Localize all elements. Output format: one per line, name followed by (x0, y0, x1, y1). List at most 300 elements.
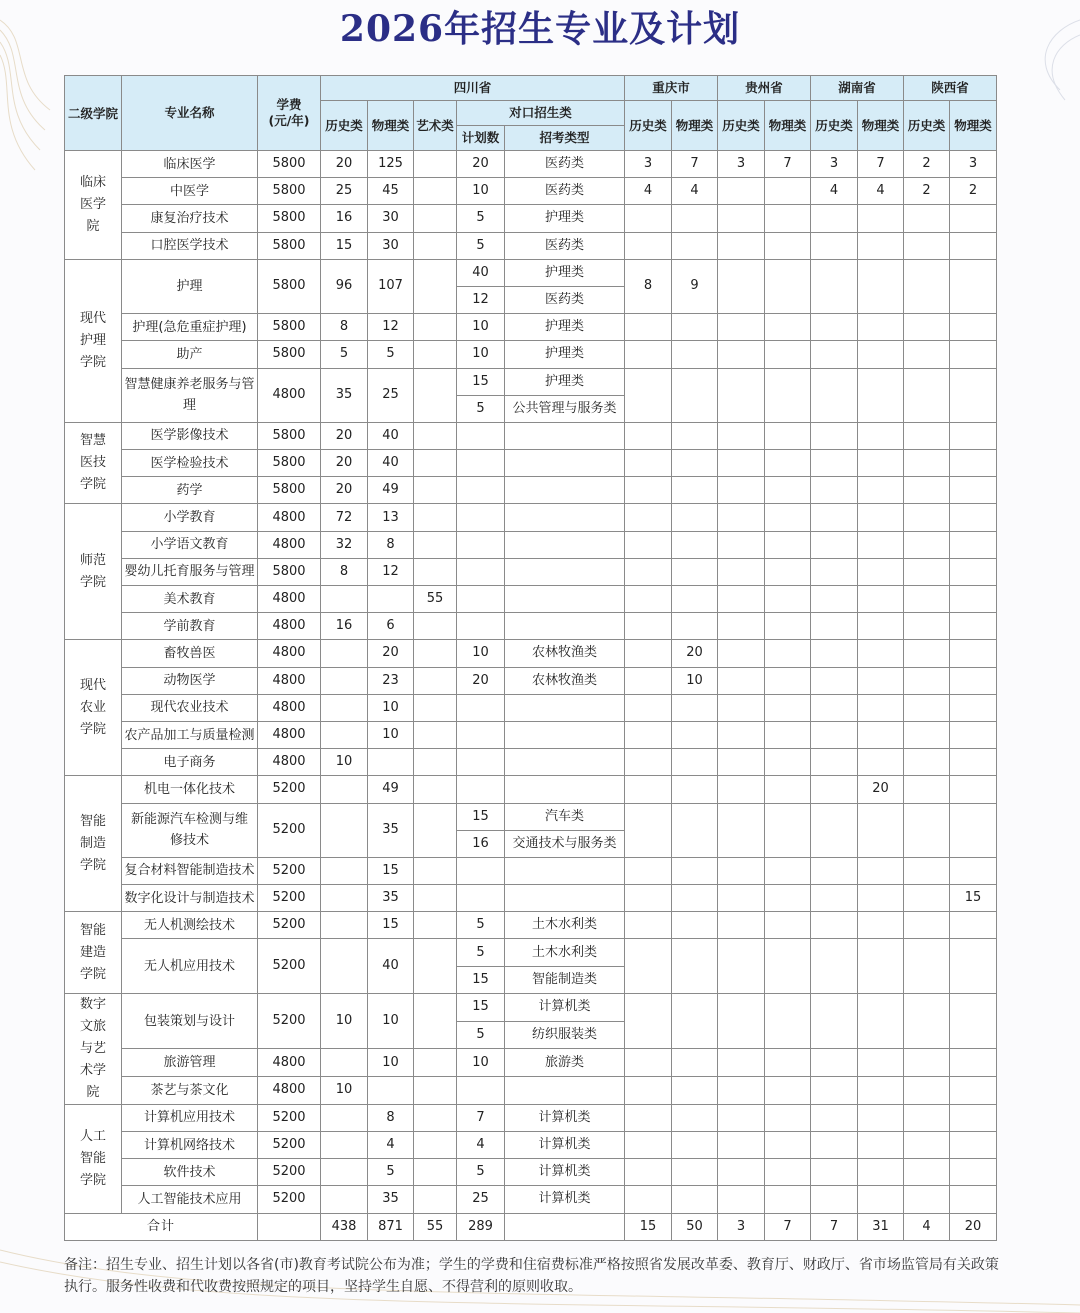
hn-physics-cell (858, 314, 904, 341)
sc-history-cell: 20 (321, 151, 368, 178)
sx-history-cell: 2 (904, 151, 950, 178)
sc-art-cell (414, 885, 457, 912)
sx-physics-cell (950, 721, 997, 748)
plan-count-cell: 10 (457, 640, 505, 667)
gz-physics-cell (765, 1077, 811, 1105)
plan-count-cell (457, 422, 505, 449)
cq-physics-cell (672, 368, 718, 422)
fee-cell: 5800 (258, 314, 321, 341)
sc-physics-cell: 10 (368, 993, 414, 1049)
plan-count-cell: 5 (457, 939, 505, 966)
cq-physics-cell: 20 (672, 640, 718, 667)
exam-type-cell: 护理类 (505, 368, 625, 395)
exam-type-cell (505, 776, 625, 803)
sc-art-cell (414, 422, 457, 449)
major-cell: 小学教育 (122, 504, 258, 531)
major-cell: 电子商务 (122, 749, 258, 776)
major-cell: 动物医学 (122, 667, 258, 694)
sc-history-cell (321, 803, 368, 857)
plan-count-cell: 40 (457, 259, 505, 286)
sc-physics-cell (368, 1077, 414, 1105)
sx-history-cell (904, 912, 950, 939)
sx-physics-cell (950, 1049, 997, 1077)
gz-physics-cell (765, 803, 811, 857)
hn-history-cell (811, 586, 858, 613)
sc-physics-cell: 10 (368, 694, 414, 721)
cq-physics-cell (672, 613, 718, 640)
sc-history-cell (321, 1049, 368, 1077)
sc-physics-cell: 23 (368, 667, 414, 694)
header-sx-history: 历史类 (904, 101, 950, 151)
hn-history-cell: 4 (811, 178, 858, 205)
sx-physics-cell (950, 749, 997, 776)
gz-history-cell (718, 1049, 765, 1077)
exam-type-cell (505, 694, 625, 721)
major-cell: 无人机测绘技术 (122, 912, 258, 939)
exam-type-cell: 护理类 (505, 314, 625, 341)
plan-count-cell (457, 477, 505, 504)
sc-physics-cell: 25 (368, 368, 414, 422)
sc-art-cell (414, 232, 457, 259)
fee-cell: 5200 (258, 1186, 321, 1213)
hn-physics-cell (858, 586, 904, 613)
plan-count-cell (457, 1077, 505, 1105)
table-row (65, 776, 997, 803)
header-major: 专业名称 (122, 76, 258, 151)
hn-history-cell (811, 477, 858, 504)
sx-history-cell (904, 450, 950, 477)
plan-count-cell: 20 (457, 151, 505, 178)
sc-physics-cell: 12 (368, 558, 414, 585)
plan-count-cell: 12 (457, 286, 505, 313)
major-cell: 现代农业技术 (122, 694, 258, 721)
sx-history-cell (904, 1077, 950, 1105)
sc-physics-cell (368, 749, 414, 776)
cq-physics-cell (672, 1077, 718, 1105)
sc-history-cell (321, 776, 368, 803)
gz-history-cell (718, 803, 765, 857)
exam-type-cell: 护理类 (505, 259, 625, 286)
sc-history-cell: 10 (321, 993, 368, 1049)
cq-history-cell (625, 422, 672, 449)
college-cell: 人工智能学院 (65, 1104, 122, 1213)
plan-count-cell: 7 (457, 1104, 505, 1131)
hn-physics-cell (858, 613, 904, 640)
exam-type-cell (505, 749, 625, 776)
sc-history-cell (321, 939, 368, 993)
gz-history-cell (718, 531, 765, 558)
hn-physics-cell (858, 667, 904, 694)
cq-physics-cell (672, 1132, 718, 1159)
header-guizhou: 贵州省 (718, 76, 811, 101)
sx-history-cell (904, 477, 950, 504)
hn-physics-cell (858, 993, 904, 1049)
plan-count-cell (457, 504, 505, 531)
sc-art-cell (414, 912, 457, 939)
major-cell: 包装策划与设计 (122, 993, 258, 1049)
hn-history-cell (811, 368, 858, 422)
plan-count-cell: 25 (457, 1186, 505, 1213)
gz-history-cell (718, 993, 765, 1049)
gz-history-cell (718, 259, 765, 313)
fee-cell: 4800 (258, 694, 321, 721)
major-cell: 计算机应用技术 (122, 1104, 258, 1131)
sx-history-cell (904, 586, 950, 613)
major-cell: 软件技术 (122, 1159, 258, 1186)
sc-physics-cell: 8 (368, 531, 414, 558)
fee-cell: 5800 (258, 259, 321, 313)
header-fee-unit: (元/年) (268, 113, 310, 128)
exam-type-cell: 计算机类 (505, 1132, 625, 1159)
plan-count-cell (457, 694, 505, 721)
exam-type-cell: 医药类 (505, 232, 625, 259)
exam-type-cell: 智能制造类 (505, 966, 625, 993)
sc-history-cell (321, 586, 368, 613)
gz-history-cell (718, 586, 765, 613)
hn-physics-cell (858, 1159, 904, 1186)
hn-physics-cell (858, 1077, 904, 1105)
hn-history-cell (811, 450, 858, 477)
sc-history-cell: 20 (321, 477, 368, 504)
exam-type-cell: 计算机类 (505, 1104, 625, 1131)
table-row (65, 939, 997, 966)
table-row (65, 477, 997, 504)
gz-physics-cell (765, 1186, 811, 1213)
sx-history-cell (904, 667, 950, 694)
college-cell: 师范学院 (65, 504, 122, 640)
table-row (65, 178, 997, 205)
fee-cell: 4800 (258, 504, 321, 531)
sx-physics-cell (950, 640, 997, 667)
sx-physics-cell (950, 504, 997, 531)
fee-cell: 5200 (258, 803, 321, 857)
plan-count-cell: 5 (457, 205, 505, 232)
sc-physics-cell: 35 (368, 803, 414, 857)
plan-count-cell (457, 721, 505, 748)
header-shaanxi: 陕西省 (904, 76, 997, 101)
sc-art-cell (414, 803, 457, 857)
major-cell: 计算机网络技术 (122, 1132, 258, 1159)
enrollment-plan-table (64, 75, 997, 1241)
cq-history-cell (625, 1104, 672, 1131)
fee-cell: 4800 (258, 586, 321, 613)
sc-physics-cell (368, 586, 414, 613)
sc-physics-cell: 8 (368, 1104, 414, 1131)
plan-count-cell (457, 885, 505, 912)
gz-history-cell (718, 721, 765, 748)
exam-type-cell (505, 857, 625, 884)
sc-history-cell (321, 667, 368, 694)
cq-physics-cell (672, 232, 718, 259)
hn-physics-cell: 4 (858, 178, 904, 205)
gz-physics-cell (765, 749, 811, 776)
major-cell: 畜牧兽医 (122, 640, 258, 667)
hn-history-cell (811, 912, 858, 939)
sx-physics-cell (950, 531, 997, 558)
sc-physics-cell: 13 (368, 504, 414, 531)
table-row (65, 613, 997, 640)
cq-history-cell: 4 (625, 178, 672, 205)
sc-physics-cell: 10 (368, 721, 414, 748)
sc-history-cell: 5 (321, 341, 368, 368)
sc-art-cell (414, 558, 457, 585)
cq-physics-cell (672, 504, 718, 531)
cq-physics-cell: 10 (672, 667, 718, 694)
sc-history-cell (321, 857, 368, 884)
total-cell: 31 (858, 1213, 904, 1240)
table-row (65, 993, 997, 1021)
sx-physics-cell (950, 1186, 997, 1213)
hn-history-cell (811, 1077, 858, 1105)
gz-physics-cell (765, 450, 811, 477)
sx-history-cell (904, 1049, 950, 1077)
cq-history-cell (625, 450, 672, 477)
sc-physics-cell: 49 (368, 477, 414, 504)
sx-physics-cell (950, 1159, 997, 1186)
sc-art-cell (414, 1104, 457, 1131)
gz-physics-cell (765, 721, 811, 748)
hn-physics-cell (858, 1186, 904, 1213)
exam-type-cell: 汽车类 (505, 803, 625, 830)
header-fee (258, 76, 321, 151)
cq-history-cell (625, 749, 672, 776)
cq-physics-cell (672, 205, 718, 232)
cq-history-cell: 3 (625, 151, 672, 178)
footnote: 备注：招生专业、招生计划以各省(市)教育考试院公布为准；学生的学费和住宿费标准严格按照省发展改革委、教育厅、财政厅、省市场监管局有关政策执行。服务性收费和代收费按照规定的项目，坚持学生自愿、不得营利的原则收取。 (64, 1257, 999, 1295)
exam-type-cell: 计算机类 (505, 1186, 625, 1213)
sx-history-cell (904, 558, 950, 585)
sc-art-cell: 55 (414, 586, 457, 613)
sc-physics-cell: 30 (368, 232, 414, 259)
fee-cell: 4800 (258, 721, 321, 748)
sx-history-cell (904, 1104, 950, 1131)
hn-history-cell (811, 885, 858, 912)
header-gz-history: 历史类 (718, 101, 765, 151)
exam-type-cell (505, 422, 625, 449)
gz-physics-cell (765, 531, 811, 558)
fee-cell: 5800 (258, 558, 321, 585)
fee-cell: 5200 (258, 1104, 321, 1131)
hn-physics-cell: 7 (858, 151, 904, 178)
table-row (65, 232, 997, 259)
cq-history-cell (625, 857, 672, 884)
sc-history-cell: 72 (321, 504, 368, 531)
exam-type-cell (505, 885, 625, 912)
cq-physics-cell (672, 477, 718, 504)
fee-cell: 5800 (258, 450, 321, 477)
total-cell: 20 (950, 1213, 997, 1240)
cq-physics-cell (672, 586, 718, 613)
major-cell: 无人机应用技术 (122, 939, 258, 993)
major-cell: 旅游管理 (122, 1049, 258, 1077)
sc-art-cell (414, 205, 457, 232)
fee-cell: 5800 (258, 422, 321, 449)
sc-art-cell (414, 1186, 457, 1213)
hn-history-cell (811, 640, 858, 667)
gz-history-cell (718, 749, 765, 776)
hn-history-cell (811, 504, 858, 531)
cq-physics-cell (672, 1159, 718, 1186)
plan-count-cell: 5 (457, 1159, 505, 1186)
gz-physics-cell (765, 586, 811, 613)
sc-history-cell (321, 1104, 368, 1131)
total-cell: 289 (457, 1213, 505, 1240)
sx-physics-cell (950, 259, 997, 313)
college-cell: 现代护理学院 (65, 259, 122, 422)
total-cell (505, 1213, 625, 1240)
sc-art-cell (414, 857, 457, 884)
header-cq-physics: 物理类 (672, 101, 718, 151)
hn-history-cell (811, 667, 858, 694)
gz-history-cell (718, 1186, 765, 1213)
gz-physics-cell (765, 857, 811, 884)
cq-physics-cell (672, 531, 718, 558)
header-sc-physics: 物理类 (368, 101, 414, 151)
sc-art-cell (414, 749, 457, 776)
sc-physics-cell: 125 (368, 151, 414, 178)
gz-physics-cell (765, 667, 811, 694)
gz-history-cell (718, 232, 765, 259)
gz-physics-cell (765, 232, 811, 259)
sx-physics-cell (950, 667, 997, 694)
plan-count-cell (457, 857, 505, 884)
sx-history-cell (904, 749, 950, 776)
plan-count-cell: 20 (457, 667, 505, 694)
cq-physics-cell (672, 885, 718, 912)
plan-count-cell: 5 (457, 912, 505, 939)
cq-physics-cell: 9 (672, 259, 718, 313)
gz-physics-cell (765, 885, 811, 912)
sc-history-cell: 10 (321, 749, 368, 776)
gz-physics-cell (765, 341, 811, 368)
hn-physics-cell (858, 885, 904, 912)
gz-history-cell (718, 640, 765, 667)
table-row (65, 586, 997, 613)
gz-physics-cell: 7 (765, 151, 811, 178)
exam-type-cell (505, 531, 625, 558)
hn-physics-cell (858, 1132, 904, 1159)
sx-history-cell (904, 613, 950, 640)
sx-physics-cell (950, 586, 997, 613)
exam-type-cell (505, 721, 625, 748)
gz-history-cell (718, 314, 765, 341)
sx-history-cell (904, 232, 950, 259)
sc-physics-cell: 20 (368, 640, 414, 667)
plan-count-cell: 10 (457, 178, 505, 205)
gz-history-cell (718, 613, 765, 640)
fee-cell: 5800 (258, 178, 321, 205)
table-row (65, 1104, 997, 1131)
cq-history-cell: 8 (625, 259, 672, 313)
hn-history-cell (811, 613, 858, 640)
cq-physics-cell (672, 939, 718, 993)
plan-count-cell (457, 558, 505, 585)
gz-history-cell (718, 477, 765, 504)
gz-history-cell (718, 939, 765, 993)
hn-history-cell: 3 (811, 151, 858, 178)
table-row (65, 857, 997, 884)
plan-count-cell: 10 (457, 1049, 505, 1077)
fee-cell: 5800 (258, 232, 321, 259)
header-exam-type: 招考类型 (505, 126, 625, 151)
sc-physics-cell: 6 (368, 613, 414, 640)
gz-physics-cell (765, 422, 811, 449)
sx-history-cell (904, 939, 950, 993)
sx-history-cell: 2 (904, 178, 950, 205)
sc-history-cell: 16 (321, 613, 368, 640)
table-row (65, 1132, 997, 1159)
cq-history-cell (625, 1159, 672, 1186)
sc-physics-cell: 30 (368, 205, 414, 232)
sc-history-cell: 96 (321, 259, 368, 313)
hn-physics-cell (858, 912, 904, 939)
major-cell: 中医学 (122, 178, 258, 205)
major-cell: 农产品加工与质量检测 (122, 721, 258, 748)
sx-physics-cell (950, 1132, 997, 1159)
hn-history-cell (811, 341, 858, 368)
fee-cell: 5800 (258, 205, 321, 232)
sx-physics-cell: 3 (950, 151, 997, 178)
sc-physics-cell: 107 (368, 259, 414, 313)
fee-cell: 4800 (258, 531, 321, 558)
sc-history-cell (321, 912, 368, 939)
table-row (65, 1159, 997, 1186)
table-row (65, 694, 997, 721)
exam-type-cell: 土木水利类 (505, 912, 625, 939)
sx-physics-cell (950, 1104, 997, 1131)
sx-history-cell (904, 776, 950, 803)
cq-physics-cell (672, 450, 718, 477)
major-cell: 学前教育 (122, 613, 258, 640)
major-cell: 机电一体化技术 (122, 776, 258, 803)
sc-history-cell: 8 (321, 314, 368, 341)
cq-history-cell (625, 586, 672, 613)
sc-art-cell (414, 368, 457, 422)
total-cell: 871 (368, 1213, 414, 1240)
exam-type-cell: 土木水利类 (505, 939, 625, 966)
hn-physics-cell (858, 477, 904, 504)
gz-physics-cell (765, 694, 811, 721)
table-row (65, 450, 997, 477)
cq-history-cell (625, 776, 672, 803)
table-row (65, 504, 997, 531)
sc-physics-cell: 45 (368, 178, 414, 205)
sc-art-cell (414, 694, 457, 721)
sc-art-cell (414, 667, 457, 694)
cq-history-cell (625, 667, 672, 694)
fee-cell: 4800 (258, 1077, 321, 1105)
sx-history-cell (904, 993, 950, 1049)
sc-art-cell (414, 640, 457, 667)
header-gz-physics: 物理类 (765, 101, 811, 151)
gz-history-cell (718, 1159, 765, 1186)
hn-physics-cell (858, 721, 904, 748)
gz-physics-cell (765, 1104, 811, 1131)
hn-history-cell (811, 1132, 858, 1159)
sx-history-cell (904, 803, 950, 857)
college-cell: 智慧医技学院 (65, 422, 122, 504)
hn-history-cell (811, 1159, 858, 1186)
sx-physics-cell (950, 314, 997, 341)
exam-type-cell (505, 613, 625, 640)
table-row (65, 151, 997, 178)
total-cell (258, 1213, 321, 1240)
major-cell: 新能源汽车检测与维修技术 (122, 803, 258, 857)
exam-type-cell: 医药类 (505, 286, 625, 313)
total-cell: 50 (672, 1213, 718, 1240)
plan-count-cell: 4 (457, 1132, 505, 1159)
sx-history-cell (904, 422, 950, 449)
